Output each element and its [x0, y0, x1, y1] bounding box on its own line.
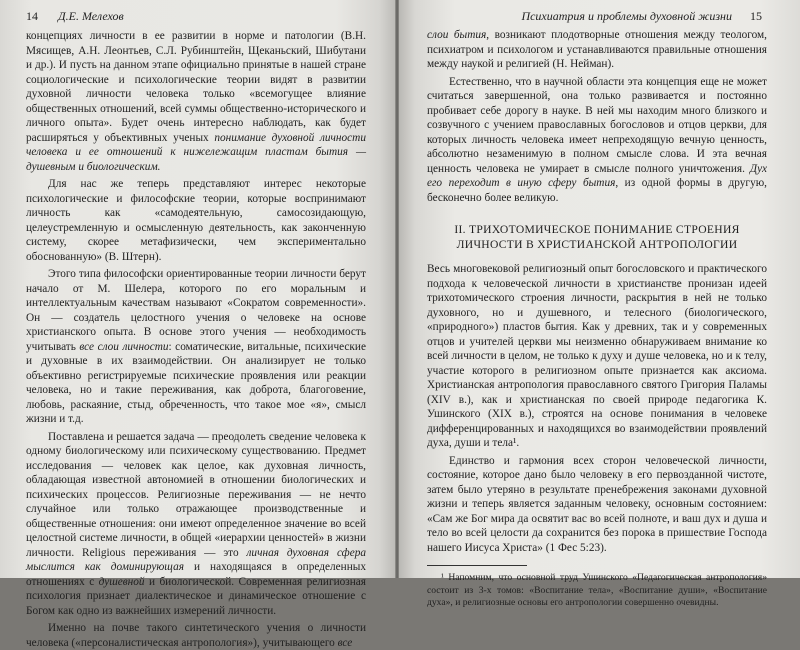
right-paragraphs [427, 28, 767, 205]
footnote: ¹ Напомним, что основной труд Ушинского «Педагогическая антропология» состоит из 3-х томов: «Воспитание тела», «Воспитание души», «Воспитание духа», и религиозные основы его антропологии совершенно очевидны. [427, 572, 767, 609]
paragraph [26, 177, 366, 264]
text-run: : соматические, витальные, психические и духовные в их взаимодействии. Он анализирует не только объективно регистрируемые психические проявления или реакции человека, но и такие переживания, как доброта, благоговение, любовь, раскаяние, стыд, обреченность, что такое мое «я», смысл жизни и т.д. [26, 340, 366, 425]
right-text-column [427, 28, 767, 610]
italic-text: Дух его переходит в иную сферу бытия [427, 162, 767, 189]
text-run: Именно на почве такого синтетического учения о личности человека («персоналистическая антропология»), учитывающего [26, 622, 366, 649]
text-run: Естественно, что в научной области эта концепция еще не может считаться завершенной, она только развивается и постоянно пробивает себе дорогу в науке. В ней мы находим много близкого и созвучного с учением православных богословов и отцов церкви, для которых личность человека имеет непреходящую вечную ценность, абсолютно незаменимую в полном смысле слова. И эта вечная ценность человека не умирает в смысле полного уничтожения. [427, 75, 767, 175]
text-run: и находящаяся в определенных отношениях с [26, 561, 366, 588]
text-run: Единство и гармония всех сторон человеческой личности, состояние, которое дано было человеку в его первозданной чистоте, затем было утеряно в результате пренебрежения законами духовной жизни и теперь является заданным человеку, основным состоянием: «Сам же Бог мира да освятит вас во всей полноте, и ваш дух и душа и тело во всей целости да сохранится без порока в пришествие Господа нашего Иисуса Христа» (1 Фес 5:23). [427, 454, 767, 554]
left-running-header [26, 9, 124, 24]
paragraph [26, 29, 366, 174]
paragraph [26, 267, 366, 427]
footnote-rule [427, 565, 527, 566]
text-run: , возникают плодотворные отношения между теологом, психиатром и психологом и устанавливаются правильные отношения между наукой и религией (Н. Нейман). [427, 29, 767, 70]
left-running-head: Д.Е. Мелехов [58, 9, 124, 23]
text-run: и биологической. Современная религиозная психология признает диалектическое и динамическое отношение с Богом как одно из важнейших измерений личности. [26, 575, 366, 617]
paragraph [427, 75, 767, 206]
section-heading: II. ТРИХОТОМИЧЕСКОЕ ПОНИМАНИЕ СТРОЕНИЯ ЛИЧНОСТИ В ХРИСТИАНСКОЙ АНТРОПОЛОГИИ [454, 223, 740, 251]
text-run: Для нас же теперь представляют интерес некоторые психологические и философские теории, которые воспринимают личность как «самодеятельную, самосозидающую, целеустремленную и осмысленную деятельность, как законченную систему, скорее метафизически, чем экспериментально обоснованную» (В. Штерн). [26, 178, 366, 263]
italic-text: душевной [98, 575, 145, 588]
paragraph [427, 262, 767, 451]
paragraph [427, 28, 767, 72]
text-run: , из одной формы в другую, бесконечно более великую. [427, 177, 767, 204]
italic-text: все [337, 636, 353, 649]
right-page-number: 15 [750, 9, 762, 23]
right-running-header [521, 9, 762, 24]
left-text-column [26, 29, 366, 650]
left-page [0, 0, 395, 649]
italic-text: все слои личности [79, 340, 169, 353]
right-page [399, 0, 800, 609]
paragraph [427, 454, 767, 556]
paragraph [26, 430, 366, 619]
italic-text: личная духовная сфера мыслится как доминирующая [26, 546, 367, 573]
text-run: Поставлена и решается задача — преодолеть сведение человека к одному биологическому или психическому существованию. Предмет исследования — человек как целое, как духовная личность, обладающая известной автономией в отношении биологических и психических процессов. Религиозные переживания — не нечто случайное или только отражающее производственные и общественные отношения: они имеют определенное значение во всей целостной системе личности, в общей «иерархии ценностей» в жизни личности. Religious переживания — это [26, 430, 366, 559]
section-paragraphs [427, 262, 767, 555]
text-run: концепциях личности в ее развитии в норме и патологии (В.Н. Мясищев, А.Н. Леонтьев, С.Л. Рубинштейн, Щеканьский, Шибутани и др.). И пусть на данном этапе официально принятые в нашей стране социологические и психологические теории видят в развитии духовной личности человека только «всемогущее влияние общественных отношений, всей суммы общественно-исторического и личного опыта». Будет очень интересно наблюдать, как будет расширяться у объективных ученых [26, 30, 366, 144]
left-page-number: 14 [26, 9, 38, 23]
text-run: Этого типа философски ориентированные теории личности берут начало от М. Шелера, которого по его моральным и интеллектуальным качествам называют «Сократом современности». Он — создатель целостного учения о человеке на основе христианского опыта. В основе этого учения — необходимость учитывать [26, 268, 366, 353]
paragraph [26, 621, 366, 650]
italic-text: понимание духовной личности человека и ее отношений к нижележащим пластам бытия — душевным и биологическим. [26, 131, 366, 173]
right-running-head: Психиатрия и проблемы духовной жизни [521, 9, 732, 23]
italic-text: слои бытия [427, 29, 487, 41]
text-run: Весь многовековой религиозный опыт богословского и практического подхода к человеческой личности в христианстве пронизан идеей трихотомического строения личности, раскрытия в ней не только духовного, но и душевного, и телесного (биологического, «природного») пластов бытия. Как у древних, так и у современных отцов и учителей церкви мы неизменно обнаруживаем внимание ко всей личности в целом, не только к духу и душе человека, но и к телу, участие которого в религиозном опыте признается как аксиома. Христианская антропология православного святого Григория Паламы (XIV в.), как и христианская по своей природе педагогика К. Ушинского (XIX в.), строятся на основе понимания в человеке дифференцированных и находящихся во взаимодействии проявлений духа, души и тела¹. [427, 263, 767, 449]
